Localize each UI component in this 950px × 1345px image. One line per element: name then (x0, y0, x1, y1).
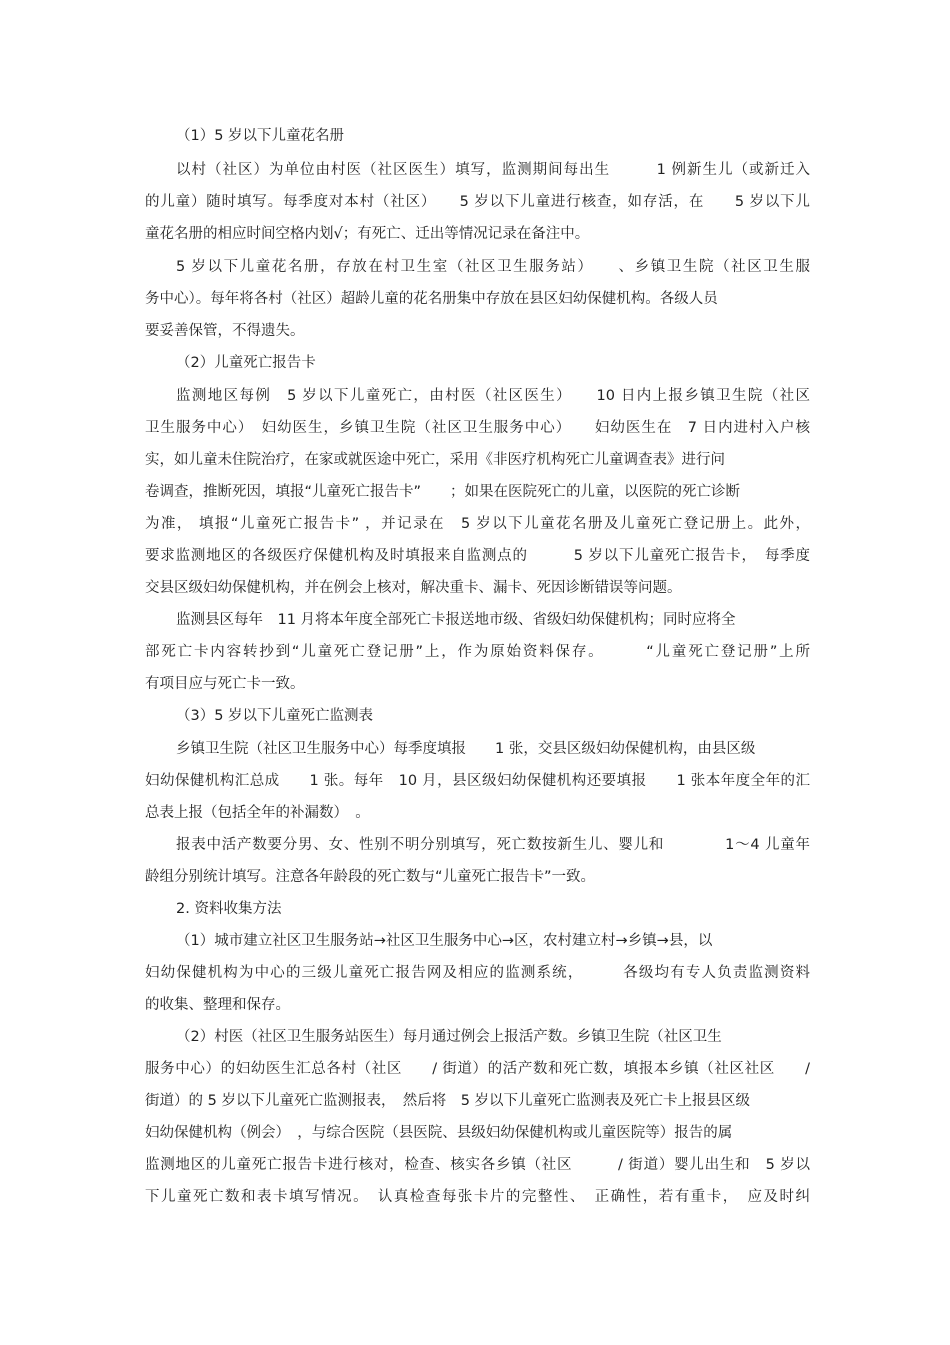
paragraph-line: 要求监测地区的各级医疗保健机构及时填报来自监测点的 5 岁以下儿童死亡报告卡， 每季度 (145, 548, 810, 564)
paragraph-line: 服务中心）的妇幼医生汇总各村（社区 / 街道）的活产数和死亡数，填报本乡镇（社区社区 / (145, 1061, 810, 1077)
paragraph-line: 卫生服务中心） 妇幼医生，乡镇卫生院（社区卫生服务中心） 妇幼医生在 7 日内进村入户核 (145, 420, 810, 436)
section-heading-data-collection: 2. 资料收集方法 (176, 901, 282, 917)
section-heading-roster: （1）5 岁以下儿童花名册 (176, 128, 345, 144)
paragraph-line: 报表中活产数要分男、女、性别不明分别填写，死亡数按新生儿、婴儿和 1～4 儿童年 (176, 837, 810, 853)
paragraph-line: 街道）的 5 岁以下儿童死亡监测报表， 然后将 5 岁以下儿童死亡监测表及死亡卡上报县区级 (145, 1093, 751, 1109)
paragraph-line: 监测县区每年 11 月将本年度全部死亡卡报送地市级、省级妇幼保健机构；同时应将全 (176, 612, 736, 628)
paragraph-line: 交县区级妇幼保健机构，并在例会上核对，解决重卡、漏卡、死因诊断错误等问题。 (145, 580, 682, 596)
paragraph-line: 妇幼保健机构汇总成 1 张。每年 10 月，县区级妇幼保健机构还要填报 1 张本年度全年的汇 (145, 773, 810, 789)
paragraph-line: 5 岁以下儿童花名册，存放在村卫生室（社区卫生服务站） 、乡镇卫生院（社区卫生服 (176, 259, 810, 275)
paragraph-line: 卷调查，推断死因，填报“儿童死亡报告卡” ；如果在医院死亡的儿童，以医院的死亡诊断 (145, 484, 741, 500)
paragraph-line: 监测地区的儿童死亡报告卡进行核对，检查、核实各乡镇（社区 / 街道）婴儿出生和 5 岁以 (145, 1157, 810, 1173)
paragraph-line: 下儿童死亡数和表卡填写情况。 认真检查每张卡片的完整性、 正确性，若有重卡， 应及时纠 (145, 1189, 810, 1205)
paragraph-line: 以村（社区）为单位由村医（社区医生）填写，监测期间每出生 1 例新生儿（或新迁入 (176, 162, 810, 178)
paragraph-line: 总表上报（包括全年的补漏数） 。 (145, 805, 370, 821)
paragraph-line: 的收集、整理和保存。 (145, 997, 290, 1013)
section-heading-death-card: （2）儿童死亡报告卡 (176, 355, 316, 371)
paragraph-line: （2）村医（社区卫生服务站医生）每月通过例会上报活产数。乡镇卫生院（社区卫生 (176, 1029, 722, 1045)
section-heading-monitor-table: （3）5 岁以下儿童死亡监测表 (176, 708, 374, 724)
paragraph-line: 要妥善保管，不得遗失。 (145, 323, 305, 339)
paragraph-line: 有项目应与死亡卡一致。 (145, 676, 305, 692)
paragraph-line: 实，如儿童未住院治疗，在家或就医途中死亡，采用《非医疗机构死亡儿童调查表》进行问 (145, 452, 725, 468)
paragraph-line: 妇幼保健机构为中心的三级儿童死亡报告网及相应的监测系统， 各级均有专人负责监测资料 (145, 965, 810, 981)
paragraph-line: 龄组分别统计填写。注意各年龄段的死亡数与“儿童死亡报告卡”一致。 (145, 869, 596, 885)
paragraph-line: 务中心）。每年将各村（社区）超龄儿童的花名册集中存放在县区妇幼保健机构。各级人员 (145, 291, 718, 307)
paragraph-line: 为准， 填报“儿童死亡报告卡” ，并记录在 5 岁以下儿童花名册及儿童死亡登记册上。此外， (145, 516, 810, 532)
paragraph-line: 的儿童）随时填写。每季度对本村（社区） 5 岁以下儿童进行核查，如存活，在 5 岁以下儿 (145, 194, 810, 210)
paragraph-line: 监测地区每例 5 岁以下儿童死亡，由村医（社区医生） 10 日内上报乡镇卫生院（社区 (176, 388, 810, 404)
paragraph-line: 部死亡卡内容转抄到“儿童死亡登记册”上，作为原始资料保存。 “儿童死亡登记册”上所 (145, 644, 810, 660)
paragraph-line: 童花名册的相应时间空格内划√；有死亡、迁出等情况记录在备注中。 (145, 226, 590, 242)
paragraph-line: 乡镇卫生院（社区卫生服务中心）每季度填报 1 张，交县区级妇幼保健机构，由县区级 (176, 741, 756, 757)
paragraph-line: 妇幼保健机构（例会） ，与综合医院（县医院、县级妇幼保健机构或儿童医院等）报告的属 (145, 1125, 733, 1141)
paragraph-line: （1）城市建立社区卫生服务站→社区卫生服务中心→区，农村建立村→乡镇→县，以 (176, 933, 713, 949)
